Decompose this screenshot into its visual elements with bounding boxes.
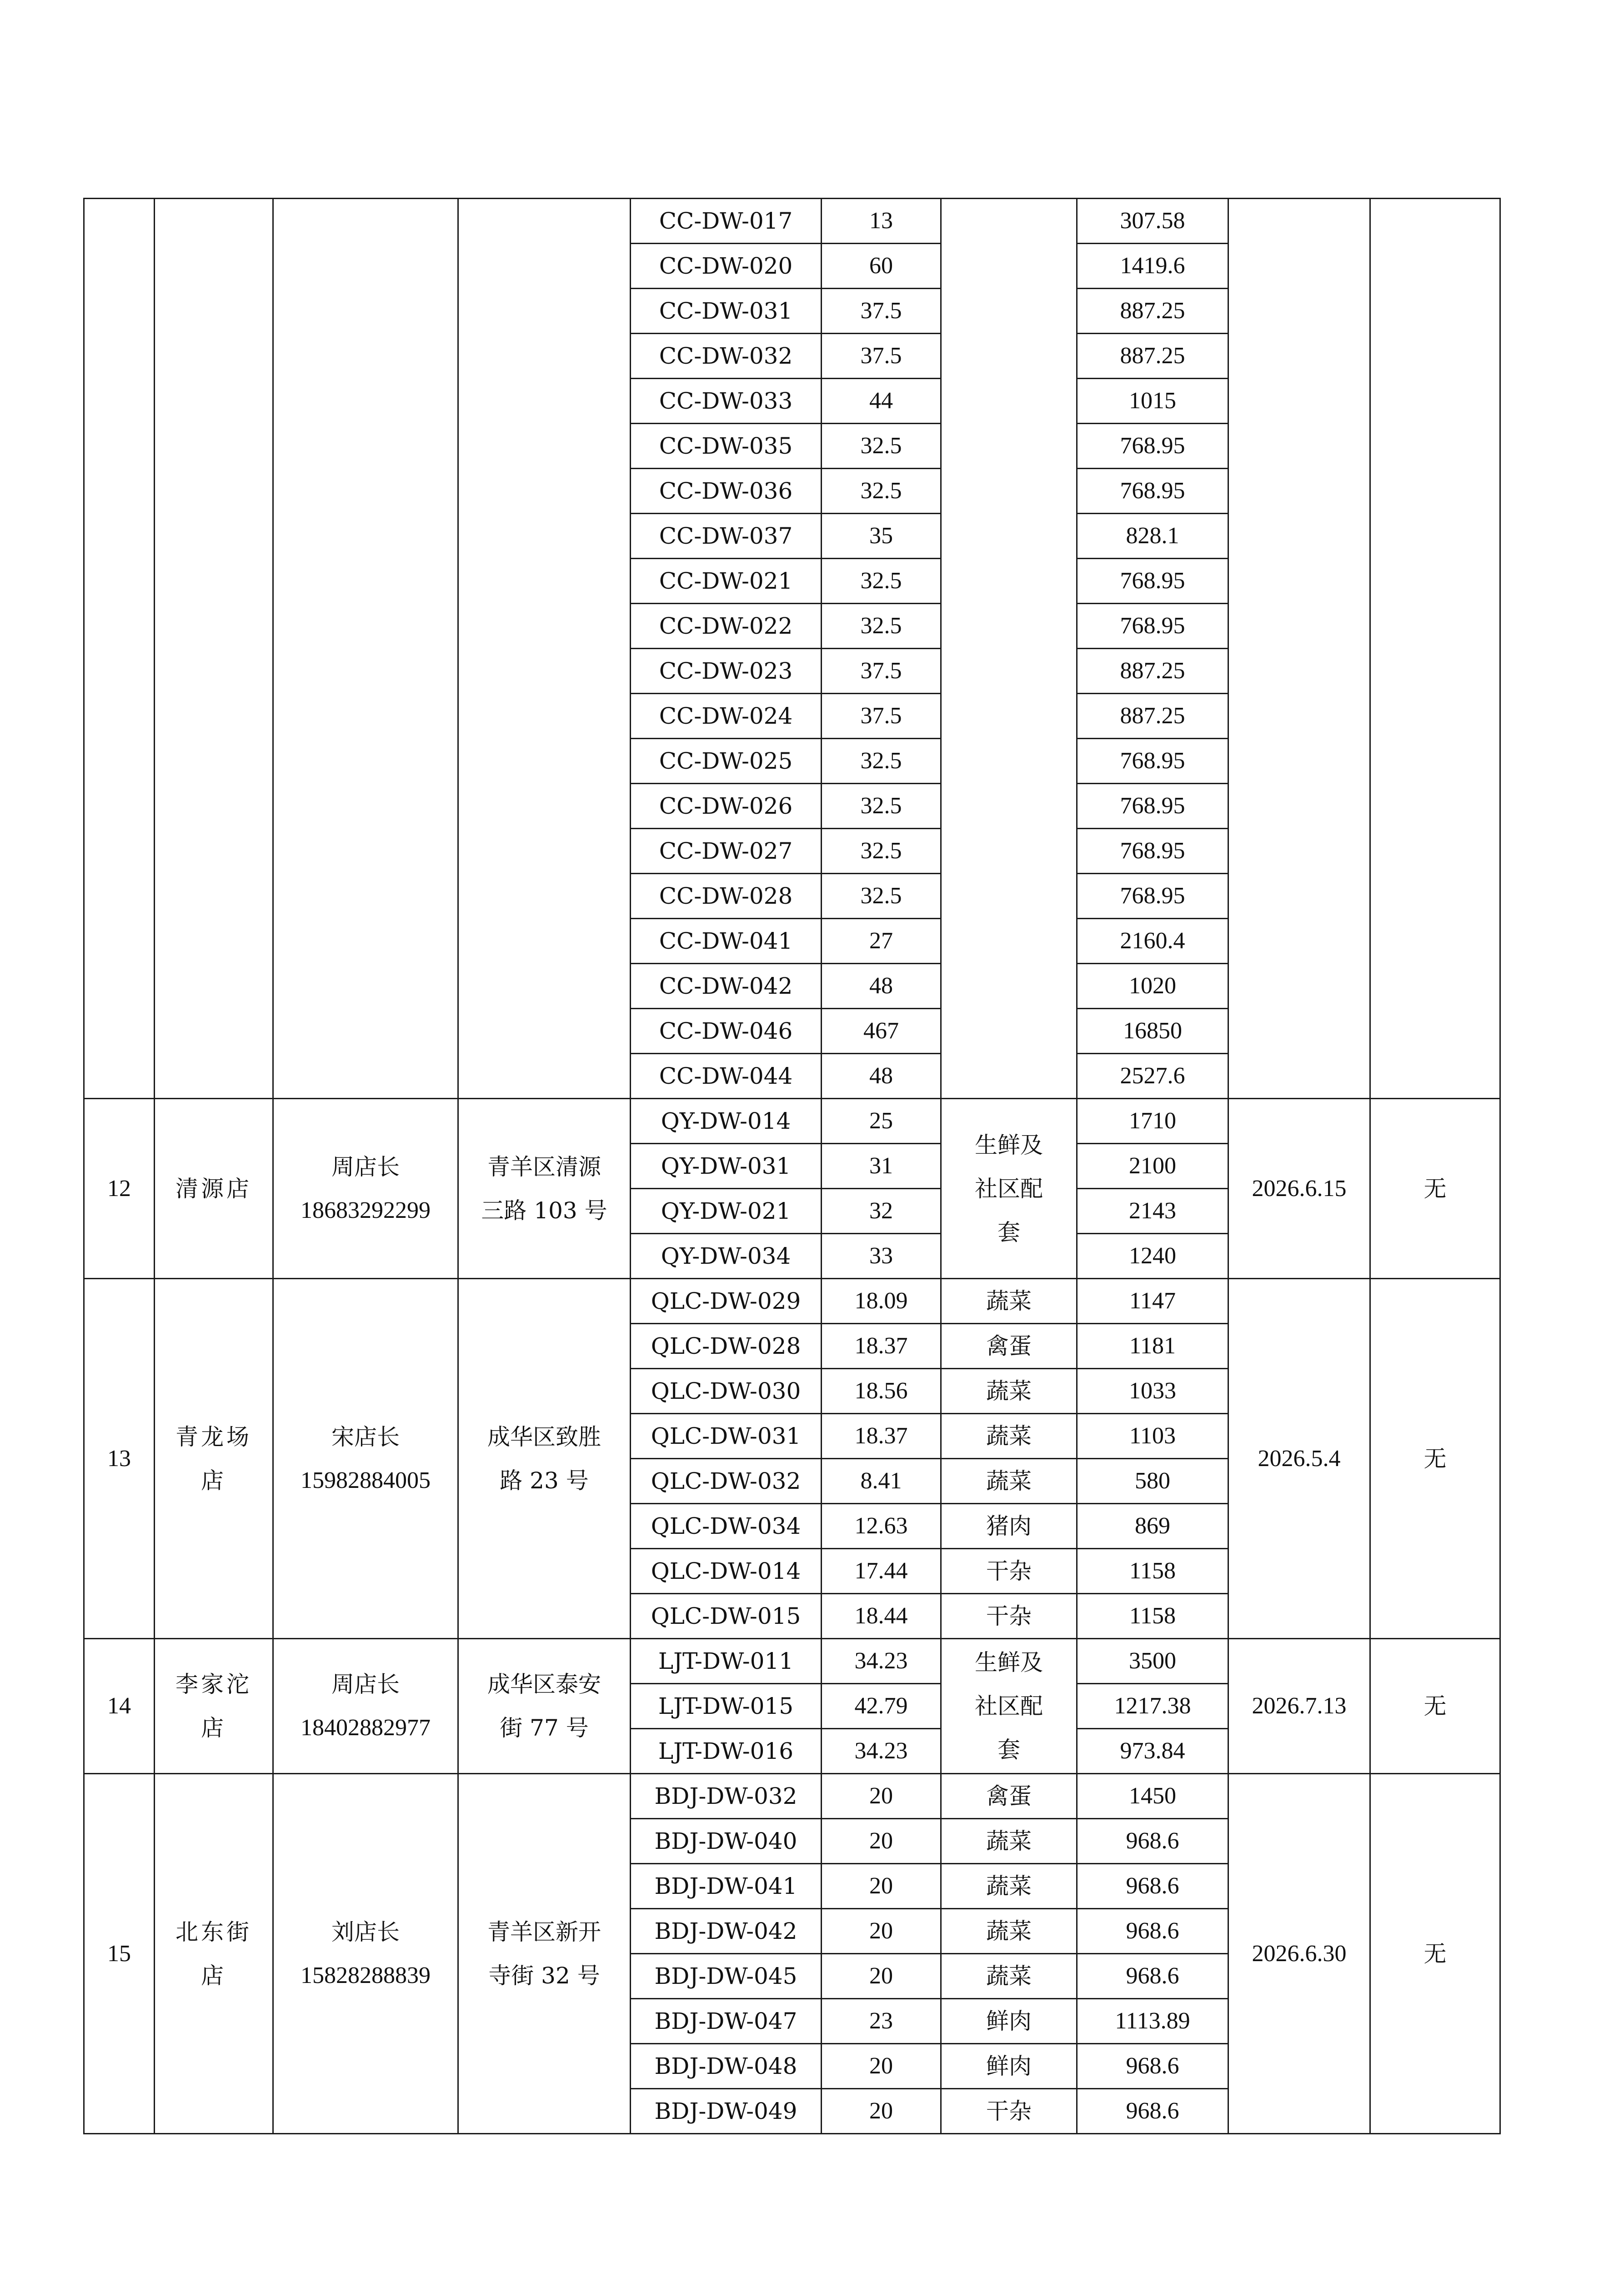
remark-cell: 无 [1370, 1099, 1500, 1279]
address-line: 青羊区清源 [487, 1153, 601, 1180]
stall-code-cell: CC-DW-024 [631, 694, 822, 739]
stall-code-cell: CC-DW-032 [631, 334, 822, 379]
address-cell [458, 1099, 631, 1279]
rent-cell: 968.6 [1077, 2044, 1228, 2089]
rent-cell: 968.6 [1077, 1954, 1228, 1999]
store-name-line: 北东街 [175, 1918, 252, 1945]
area-cell: 32.5 [822, 784, 941, 829]
stall-code-cell: LJT-DW-016 [631, 1729, 822, 1774]
address-line: 成华区致胜 [487, 1423, 601, 1450]
area-cell: 34.23 [822, 1729, 941, 1774]
stall-code-cell: CC-DW-035 [631, 424, 822, 469]
empty-cell [155, 199, 273, 1099]
stall-code-cell: QLC-DW-014 [631, 1549, 822, 1594]
table-row [84, 1099, 1500, 1144]
rent-cell: 768.95 [1077, 829, 1228, 874]
stall-code-cell: BDJ-DW-040 [631, 1819, 822, 1864]
stall-code-cell: CC-DW-036 [631, 469, 822, 514]
store-number-cell: 12 [84, 1099, 155, 1279]
area-cell: 467 [822, 1009, 941, 1054]
area-cell: 20 [822, 1864, 941, 1909]
area-cell: 17.44 [822, 1549, 941, 1594]
area-cell: 48 [822, 964, 941, 1009]
store-name-line: 李家沱 [175, 1671, 252, 1697]
area-cell: 20 [822, 1774, 941, 1819]
stall-code-cell: QLC-DW-032 [631, 1459, 822, 1504]
rent-cell: 1158 [1077, 1549, 1228, 1594]
category-cell: 鲜肉 [941, 1999, 1077, 2044]
store-number-cell: 13 [84, 1279, 155, 1639]
category-cell: 蔬菜 [941, 1279, 1077, 1324]
category-cell: 猪肉 [941, 1504, 1077, 1549]
store-name-cell [155, 1774, 273, 2134]
empty-cell [273, 199, 458, 1099]
area-cell: 37.5 [822, 694, 941, 739]
stall-code-cell: CC-DW-021 [631, 559, 822, 604]
area-cell: 60 [822, 244, 941, 289]
store-name-line: 店 [201, 1715, 226, 1741]
rent-cell: 768.95 [1077, 874, 1228, 919]
rent-cell: 1158 [1077, 1594, 1228, 1639]
rent-cell: 307.58 [1077, 199, 1228, 244]
manager-phone: 15828288839 [301, 1962, 431, 1988]
area-cell: 13 [822, 199, 941, 244]
stall-code-cell: QLC-DW-030 [631, 1369, 822, 1414]
category-cell: 蔬菜 [941, 1414, 1077, 1459]
manager-name: 宋店长 [331, 1423, 400, 1450]
address-line: 路 23 号 [500, 1467, 589, 1494]
category-cell: 鲜肉 [941, 2044, 1077, 2089]
area-cell: 32.5 [822, 874, 941, 919]
store-number-cell: 15 [84, 1774, 155, 2134]
table-row [84, 1279, 1500, 1324]
area-cell: 12.63 [822, 1504, 941, 1549]
area-cell: 37.5 [822, 649, 941, 694]
stall-code-cell: LJT-DW-011 [631, 1639, 822, 1684]
rent-cell: 16850 [1077, 1009, 1228, 1054]
category-cell: 干杂 [941, 1549, 1077, 1594]
date-cell: 2026.5.4 [1228, 1279, 1370, 1639]
stall-code-cell: BDJ-DW-042 [631, 1909, 822, 1954]
category-cell: 蔬菜 [941, 1909, 1077, 1954]
area-cell: 18.56 [822, 1369, 941, 1414]
rent-cell: 3500 [1077, 1639, 1228, 1684]
stall-code-cell: BDJ-DW-045 [631, 1954, 822, 1999]
category-cell: 蔬菜 [941, 1864, 1077, 1909]
stall-code-cell: CC-DW-022 [631, 604, 822, 649]
rent-cell: 968.6 [1077, 1909, 1228, 1954]
address-line: 街 77 号 [500, 1715, 589, 1741]
stall-code-cell: QY-DW-034 [631, 1234, 822, 1279]
rent-cell: 1147 [1077, 1279, 1228, 1324]
manager-phone: 15982884005 [301, 1467, 431, 1493]
area-cell: 31 [822, 1144, 941, 1189]
empty-cell [84, 199, 155, 1099]
rent-cell: 1710 [1077, 1099, 1228, 1144]
rent-cell: 968.6 [1077, 1819, 1228, 1864]
rent-cell: 2143 [1077, 1189, 1228, 1234]
store-name-line: 店 [201, 1962, 226, 1989]
category-cell: 蔬菜 [941, 1459, 1077, 1504]
area-cell: 42.79 [822, 1684, 941, 1729]
area-cell: 32.5 [822, 559, 941, 604]
stall-code-cell: QY-DW-031 [631, 1144, 822, 1189]
area-cell: 18.37 [822, 1414, 941, 1459]
stall-lease-table [83, 198, 1501, 2134]
rent-cell: 768.95 [1077, 784, 1228, 829]
area-cell: 32.5 [822, 604, 941, 649]
rent-cell: 1240 [1077, 1234, 1228, 1279]
area-cell: 32.5 [822, 739, 941, 784]
manager-phone: 18402882977 [301, 1715, 431, 1741]
date-cell [1228, 199, 1370, 1099]
rent-cell: 1450 [1077, 1774, 1228, 1819]
rent-cell: 887.25 [1077, 649, 1228, 694]
stall-code-cell: QY-DW-021 [631, 1189, 822, 1234]
empty-cell [458, 199, 631, 1099]
stall-code-cell: CC-DW-027 [631, 829, 822, 874]
address-cell [458, 1774, 631, 2134]
area-cell: 20 [822, 2089, 941, 2134]
store-name-line: 清源店 [175, 1175, 252, 1202]
stall-code-cell: CC-DW-026 [631, 784, 822, 829]
remark-cell: 无 [1370, 1774, 1500, 2134]
remark-cell [1370, 199, 1500, 1099]
stall-code-cell: QLC-DW-031 [631, 1414, 822, 1459]
stall-code-cell: CC-DW-023 [631, 649, 822, 694]
area-cell: 44 [822, 379, 941, 424]
stall-code-cell: BDJ-DW-041 [631, 1864, 822, 1909]
date-cell: 2026.7.13 [1228, 1639, 1370, 1774]
stall-code-cell: QLC-DW-034 [631, 1504, 822, 1549]
stall-code-cell: BDJ-DW-049 [631, 2089, 822, 2134]
stall-code-cell: CC-DW-046 [631, 1009, 822, 1054]
stall-code-cell: QLC-DW-029 [631, 1279, 822, 1324]
date-cell: 2026.6.15 [1228, 1099, 1370, 1279]
manager-phone: 18683292299 [301, 1197, 431, 1223]
area-cell: 23 [822, 1999, 941, 2044]
stall-code-cell: CC-DW-031 [631, 289, 822, 334]
rent-cell: 968.6 [1077, 1864, 1228, 1909]
rent-cell: 2160.4 [1077, 919, 1228, 964]
stall-code-cell: BDJ-DW-047 [631, 1999, 822, 2044]
stall-code-cell: BDJ-DW-032 [631, 1774, 822, 1819]
rent-cell: 2527.6 [1077, 1054, 1228, 1099]
manager-name: 刘店长 [331, 1918, 400, 1945]
manager-cell [273, 1099, 458, 1279]
rent-cell: 887.25 [1077, 334, 1228, 379]
category-cell: 干杂 [941, 1594, 1077, 1639]
rent-cell: 968.6 [1077, 2089, 1228, 2134]
category-cell: 蔬菜 [941, 1954, 1077, 1999]
stall-code-cell: BDJ-DW-048 [631, 2044, 822, 2089]
address-line: 三路 103 号 [481, 1197, 607, 1224]
area-cell: 35 [822, 514, 941, 559]
rent-cell: 1113.89 [1077, 1999, 1228, 2044]
store-name-cell [155, 1639, 273, 1774]
stall-code-cell: QY-DW-014 [631, 1099, 822, 1144]
area-cell: 37.5 [822, 289, 941, 334]
area-cell: 18.44 [822, 1594, 941, 1639]
category-line: 生鲜及 [975, 1131, 1043, 1158]
manager-cell [273, 1639, 458, 1774]
rent-cell: 887.25 [1077, 289, 1228, 334]
address-cell [458, 1279, 631, 1639]
category-line: 生鲜及 [975, 1649, 1043, 1676]
area-cell: 48 [822, 1054, 941, 1099]
rent-cell: 887.25 [1077, 694, 1228, 739]
category-line: 社区配 [975, 1693, 1043, 1719]
rent-cell: 2100 [1077, 1144, 1228, 1189]
manager-name: 周店长 [331, 1153, 400, 1180]
rent-cell: 1103 [1077, 1414, 1228, 1459]
rent-cell: 1217.38 [1077, 1684, 1228, 1729]
store-name-cell [155, 1099, 273, 1279]
area-cell: 33 [822, 1234, 941, 1279]
stall-code-cell: CC-DW-041 [631, 919, 822, 964]
table-body [84, 199, 1500, 2134]
area-cell: 18.37 [822, 1324, 941, 1369]
stall-code-cell: CC-DW-020 [631, 244, 822, 289]
store-number-cell: 14 [84, 1639, 155, 1774]
area-cell: 20 [822, 1954, 941, 1999]
stall-code-cell: CC-DW-037 [631, 514, 822, 559]
rent-cell: 768.95 [1077, 739, 1228, 784]
area-cell: 32.5 [822, 829, 941, 874]
address-cell [458, 1639, 631, 1774]
rent-cell: 973.84 [1077, 1729, 1228, 1774]
rent-cell: 1015 [1077, 379, 1228, 424]
area-cell: 20 [822, 2044, 941, 2089]
area-cell: 34.23 [822, 1639, 941, 1684]
area-cell: 18.09 [822, 1279, 941, 1324]
manager-cell [273, 1279, 458, 1639]
rent-cell: 768.95 [1077, 559, 1228, 604]
category-cell: 禽蛋 [941, 1324, 1077, 1369]
area-cell: 32 [822, 1189, 941, 1234]
category-cell: 干杂 [941, 2089, 1077, 2134]
stall-code-cell: CC-DW-042 [631, 964, 822, 1009]
area-cell: 27 [822, 919, 941, 964]
date-cell: 2026.6.30 [1228, 1774, 1370, 2134]
rent-cell: 768.95 [1077, 604, 1228, 649]
rent-cell: 1419.6 [1077, 244, 1228, 289]
store-name-line: 店 [201, 1467, 226, 1494]
category-line: 套 [997, 1219, 1020, 1246]
rent-cell: 828.1 [1077, 514, 1228, 559]
address-line: 成华区泰安 [487, 1671, 601, 1697]
area-cell: 32.5 [822, 469, 941, 514]
category-cell: 禽蛋 [941, 1774, 1077, 1819]
stall-code-cell: LJT-DW-015 [631, 1684, 822, 1729]
stall-code-cell: CC-DW-017 [631, 199, 822, 244]
stall-code-cell: QLC-DW-028 [631, 1324, 822, 1369]
manager-name: 周店长 [331, 1671, 400, 1697]
category-cell [941, 1639, 1077, 1774]
manager-cell [273, 1774, 458, 2134]
category-cell: 蔬菜 [941, 1819, 1077, 1864]
category-cell: 蔬菜 [941, 1369, 1077, 1414]
remark-cell: 无 [1370, 1279, 1500, 1639]
category-cell [941, 1099, 1077, 1279]
stall-code-cell: QLC-DW-015 [631, 1594, 822, 1639]
stall-code-cell: CC-DW-025 [631, 739, 822, 784]
stall-code-cell: CC-DW-028 [631, 874, 822, 919]
stall-code-cell: CC-DW-044 [631, 1054, 822, 1099]
category-cell [941, 199, 1077, 1099]
category-line: 社区配 [975, 1175, 1043, 1202]
table-row [84, 1639, 1500, 1684]
rent-cell: 1181 [1077, 1324, 1228, 1369]
category-line: 套 [997, 1737, 1020, 1763]
area-cell: 32.5 [822, 424, 941, 469]
address-line: 寺街 32 号 [488, 1962, 600, 1989]
table-row [84, 1774, 1500, 1819]
rent-cell: 768.95 [1077, 424, 1228, 469]
area-cell: 37.5 [822, 334, 941, 379]
area-cell: 20 [822, 1819, 941, 1864]
store-name-cell [155, 1279, 273, 1639]
rent-cell: 580 [1077, 1459, 1228, 1504]
rent-cell: 869 [1077, 1504, 1228, 1549]
stall-code-cell: CC-DW-033 [631, 379, 822, 424]
remark-cell: 无 [1370, 1639, 1500, 1774]
rent-cell: 1020 [1077, 964, 1228, 1009]
address-line: 青羊区新开 [487, 1918, 601, 1945]
rent-cell: 768.95 [1077, 469, 1228, 514]
area-cell: 20 [822, 1909, 941, 1954]
rent-cell: 1033 [1077, 1369, 1228, 1414]
store-name-line: 青龙场 [175, 1423, 252, 1450]
area-cell: 25 [822, 1099, 941, 1144]
table-row [84, 199, 1500, 244]
area-cell: 8.41 [822, 1459, 941, 1504]
